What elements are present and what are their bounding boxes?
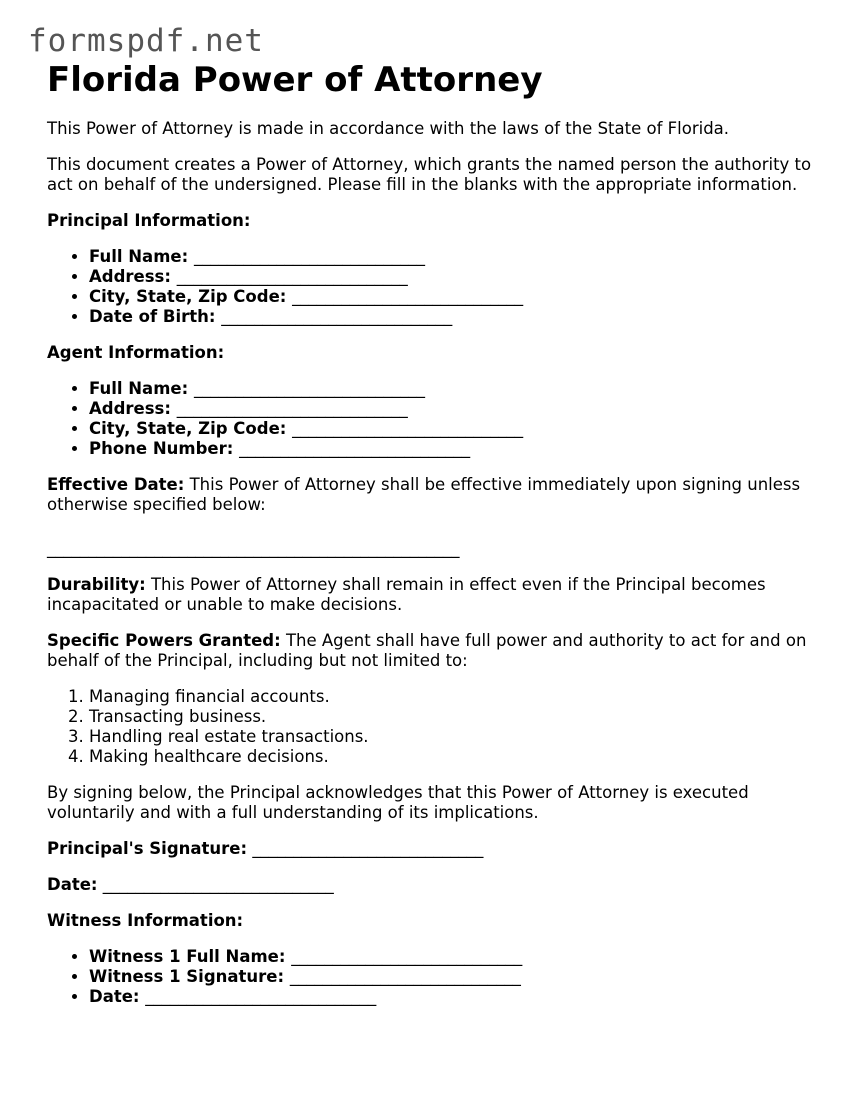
list-item: 1. Managing financial accounts. bbox=[89, 687, 817, 707]
date-field bbox=[47, 875, 817, 895]
durability-text: This Power of Attorney shall remain in effect even if the Principal becomes incapacitated or unable to make decisions. bbox=[47, 575, 766, 614]
field-label: Witness 1 Signature: bbox=[89, 967, 285, 986]
effective-date-label: Effective Date: bbox=[47, 475, 185, 494]
principal-address-blank[interactable]: ____________________________ bbox=[176, 267, 408, 286]
principal-fields-list bbox=[47, 247, 817, 327]
witness-1-full-name-blank[interactable]: ____________________________ bbox=[291, 947, 523, 966]
principal-address-field bbox=[89, 267, 817, 287]
principal-heading: Principal Information: bbox=[47, 211, 251, 230]
agent-heading: Agent Information: bbox=[47, 343, 225, 362]
agent-full-name-blank[interactable]: ____________________________ bbox=[193, 379, 425, 398]
principal-signature-label: Principal's Signature: bbox=[47, 839, 248, 858]
durability-label: Durability: bbox=[47, 575, 146, 594]
field-label: Date of Birth: bbox=[89, 307, 216, 326]
agent-city-state-zip-field bbox=[89, 419, 817, 439]
intro-paragraph: This Power of Attorney is made in accordance with the laws of the State of Florida. bbox=[47, 119, 730, 138]
date-blank[interactable]: ____________________________ bbox=[102, 875, 334, 894]
field-label: Date: bbox=[89, 987, 140, 1006]
field-label: Full Name: bbox=[89, 247, 189, 266]
field-label: Phone Number: bbox=[89, 439, 234, 458]
field-label: Address: bbox=[89, 267, 171, 286]
watermark-logo: formspdf.net bbox=[28, 23, 264, 59]
principal-signature-blank[interactable]: ____________________________ bbox=[252, 839, 484, 858]
principal-signature-field bbox=[47, 839, 817, 859]
witness-date-field bbox=[89, 987, 817, 1007]
list-item: 2. Transacting business. bbox=[89, 707, 817, 727]
acknowledgment-paragraph: By signing below, the Principal acknowledges that this Power of Attorney is executed voluntarily and with a full understanding of its implications. bbox=[47, 783, 749, 822]
list-item: 3. Handling real estate transactions. bbox=[89, 727, 817, 747]
field-label: Witness 1 Full Name: bbox=[89, 947, 286, 966]
principal-date-of-birth-blank[interactable]: ____________________________ bbox=[221, 307, 453, 326]
effective-date-text: This Power of Attorney shall be effective immediately upon signing unless otherwise specified below: bbox=[47, 475, 801, 514]
witness-1-signature-blank[interactable]: ____________________________ bbox=[289, 967, 521, 986]
witness-date-blank[interactable]: ____________________________ bbox=[145, 987, 377, 1006]
agent-phone-number-field bbox=[89, 439, 817, 459]
principal-full-name-field bbox=[89, 247, 817, 267]
durability-paragraph bbox=[47, 575, 817, 615]
powers-list bbox=[47, 687, 817, 767]
date-label: Date: bbox=[47, 875, 98, 894]
powers-paragraph bbox=[47, 631, 817, 671]
witness-1-full-name-field bbox=[89, 947, 817, 967]
field-label: Full Name: bbox=[89, 379, 189, 398]
field-label: Address: bbox=[89, 399, 171, 418]
agent-address-field bbox=[89, 399, 817, 419]
principal-city-state-zip-field bbox=[89, 287, 817, 307]
effective-date-blank[interactable]: __________________________________________________ bbox=[47, 539, 460, 558]
agent-full-name-field bbox=[89, 379, 817, 399]
agent-address-blank[interactable]: ____________________________ bbox=[176, 399, 408, 418]
list-item: 4. Making healthcare decisions. bbox=[89, 747, 817, 767]
principal-date-of-birth-field bbox=[89, 307, 817, 327]
powers-text: The Agent shall have full power and authority to act for and on behalf of the Principal, including but not limited to: bbox=[47, 631, 807, 670]
witness-heading: Witness Information: bbox=[47, 911, 244, 930]
effective-date-paragraph bbox=[47, 475, 817, 515]
document-body bbox=[47, 60, 817, 1023]
field-label: City, State, Zip Code: bbox=[89, 419, 287, 438]
principal-city-state-zip-blank[interactable]: ____________________________ bbox=[292, 287, 524, 306]
description-paragraph: This document creates a Power of Attorney, which grants the named person the authority to act on behalf of the undersigned. Please fill in the blanks with the appropriate information. bbox=[47, 155, 812, 194]
page-title: Florida Power of Attorney bbox=[47, 60, 543, 100]
witness-fields-list bbox=[47, 947, 817, 1007]
powers-label: Specific Powers Granted: bbox=[47, 631, 281, 650]
agent-fields-list bbox=[47, 379, 817, 459]
agent-city-state-zip-blank[interactable]: ____________________________ bbox=[292, 419, 524, 438]
principal-full-name-blank[interactable]: ____________________________ bbox=[193, 247, 425, 266]
field-label: City, State, Zip Code: bbox=[89, 287, 287, 306]
agent-phone-number-blank[interactable]: ____________________________ bbox=[239, 439, 471, 458]
witness-1-signature-field bbox=[89, 967, 817, 987]
